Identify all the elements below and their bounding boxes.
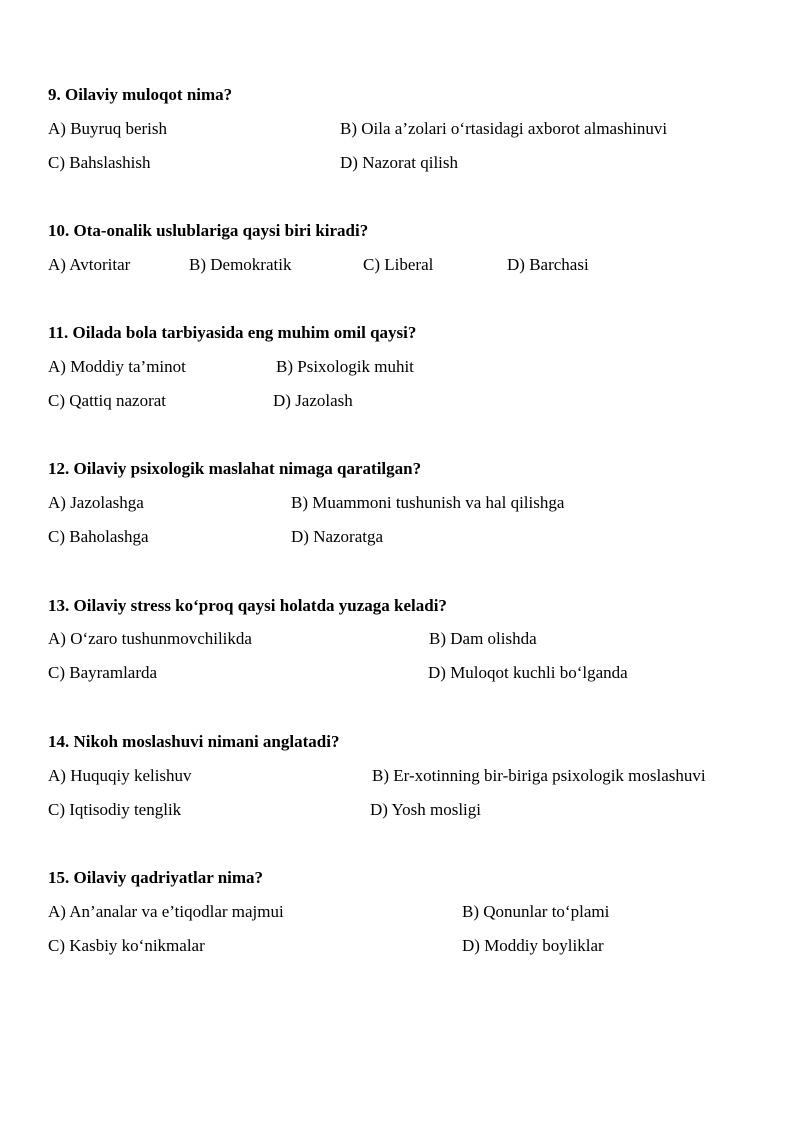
option-d: D) Nazoratga bbox=[291, 527, 384, 546]
option-c: C) Qattiq nazorat bbox=[48, 391, 167, 410]
question-title: 14. Nikoh moslashuvi nimani anglatadi? bbox=[48, 732, 340, 751]
option-c: C) Baholashga bbox=[48, 527, 149, 546]
option-b: B) Psixologik muhit bbox=[276, 357, 414, 376]
option-d: D) Jazolash bbox=[273, 391, 353, 410]
option-c: C) Bayramlarda bbox=[48, 663, 158, 682]
option-a: A) O‘zaro tushunmovchilikda bbox=[48, 629, 252, 648]
option-b: B) Qonunlar to‘plami bbox=[462, 902, 610, 921]
option-b: B) Muammoni tushunish va hal qilishga bbox=[291, 493, 565, 512]
option-b: B) Demokratik bbox=[189, 255, 292, 274]
question-title: 10. Ota-onalik uslublariga qaysi biri kiradi? bbox=[48, 221, 369, 240]
option-c: C) Liberal bbox=[363, 255, 434, 274]
option-c: C) Bahslashish bbox=[48, 153, 151, 172]
option-a: A) Buyruq berish bbox=[48, 119, 167, 138]
option-b: B) Oila a’zolari o‘rtasidagi axborot almashinuvi bbox=[340, 119, 668, 138]
option-d: D) Moddiy boyliklar bbox=[462, 936, 604, 955]
option-a: A) Moddiy ta’minot bbox=[48, 357, 186, 376]
option-c: C) Kasbiy ko‘nikmalar bbox=[48, 936, 205, 955]
option-a: A) Avtoritar bbox=[48, 255, 131, 274]
question-title: 13. Oilaviy stress ko‘proq qaysi holatda yuzaga keladi? bbox=[48, 596, 447, 615]
option-a: A) Huquqiy kelishuv bbox=[48, 766, 192, 785]
option-a: A) Jazolashga bbox=[48, 493, 144, 512]
option-a: A) An’analar va e’tiqodlar majmui bbox=[48, 902, 284, 921]
option-c: C) Iqtisodiy tenglik bbox=[48, 800, 182, 819]
question-title: 15. Oilaviy qadriyatlar nima? bbox=[48, 868, 264, 887]
option-d: D) Nazorat qilish bbox=[340, 153, 459, 172]
option-d: D) Yosh mosligi bbox=[370, 800, 482, 819]
option-b: B) Er-xotinning bir-biriga psixologik moslashuvi bbox=[372, 766, 706, 785]
question-title: 12. Oilaviy psixologik maslahat nimaga qaratilgan? bbox=[48, 459, 422, 478]
question-title: 11. Oilada bola tarbiyasida eng muhim omil qaysi? bbox=[48, 323, 417, 342]
option-d: D) Barchasi bbox=[507, 255, 589, 274]
question-title: 9. Oilaviy muloqot nima? bbox=[48, 85, 233, 104]
option-d: D) Muloqot kuchli bo‘lganda bbox=[428, 663, 628, 682]
option-b: B) Dam olishda bbox=[429, 629, 537, 648]
